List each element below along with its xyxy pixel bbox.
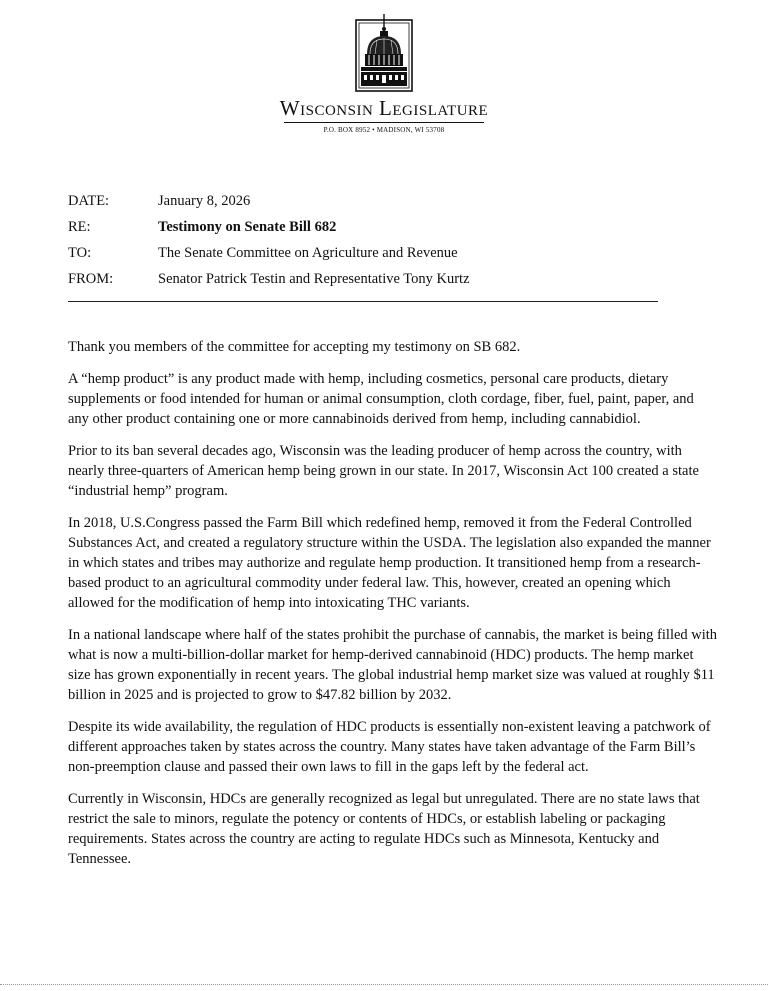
paragraph: In a national landscape where half of the states prohibit the purchase of cannabis, the market is being filled with what is now a multi-billion-dollar market for hemp-derived cannabinoid (HDC) products. The hemp market size has grown exponentially in recent years. The global industrial hemp market size was valued at roughly $11 billion in 2025 and is projected to grow to $47.82 billion by 2032. xyxy=(68,627,718,703)
letterhead xyxy=(0,14,768,134)
paragraph: Currently in Wisconsin, HDCs are generally recognized as legal but unregulated. There are no state laws that restrict the sale to minors, regulate the potency or contents of HDCs, or establish labeling or packaging requirements. States across the country are acting to regulate HDCs such as Minnesota, Kentucky and Tennessee. xyxy=(68,791,700,867)
from-label: FROM: xyxy=(68,270,114,287)
memo-row-re xyxy=(68,214,668,240)
to-label: TO: xyxy=(68,244,92,261)
testimony-body xyxy=(68,337,718,881)
paragraph: In 2018, U.S.Congress passed the Farm Bill which redefined hemp, removed it from the Federal Controlled Substances Act, and created a regulatory structure within the USDA. The legislation also expanded the manner in which states and tribes may authorize and regulate hemp production. It transitioned hemp from a research-based product to an agricultural commodity under federal law. This, however, created an opening which allowed for the modification of hemp into intoxicating THC variants. xyxy=(68,515,711,611)
memo-header xyxy=(68,188,668,292)
from-value: Senator Patrick Testin and Representative Tony Kurtz xyxy=(158,270,470,287)
date-value: January 8, 2026 xyxy=(158,192,251,209)
memo-row-from xyxy=(68,266,668,292)
paragraph: Thank you members of the committee for accepting my testimony on SB 682. xyxy=(68,339,521,355)
memo-divider xyxy=(68,301,658,302)
paragraph: A “hemp product” is any product made with hemp, including cosmetics, personal care products, dietary supplements or food intended for human or animal consumption, cloth cordage, fiber, fuel, paint, paper, and any other product containing one or more cannabinoids derived from hemp, including cannabidiol. xyxy=(68,371,694,427)
capitol-seal-icon xyxy=(355,14,413,92)
paragraph: Prior to its ban several decades ago, Wisconsin was the leading producer of hemp across the country, with nearly three-quarters of American hemp being grown in our state. In 2017, Wisconsin Act 100 created a state “industrial hemp” program. xyxy=(68,443,699,499)
memo-row-to xyxy=(68,240,668,266)
date-label: DATE: xyxy=(68,192,110,209)
to-value: The Senate Committee on Agriculture and Revenue xyxy=(158,244,458,261)
org-address: P.O. BOX 8952 • MADISON, WI 53708 xyxy=(323,126,445,134)
paragraph: Despite its wide availability, the regulation of HDC products is essentially non-existent leaving a patchwork of different approaches taken by states across the country. Many states have taken advantage of the Farm Bill’s non-preemption clause and passed their own laws to fill in the gaps left by the federal act. xyxy=(68,719,711,775)
org-name: Wisconsin Legislature xyxy=(279,96,489,120)
page-bottom-edge xyxy=(0,984,768,985)
re-value: Testimony on Senate Bill 682 xyxy=(158,218,337,235)
re-label: RE: xyxy=(68,218,91,235)
org-name-underline xyxy=(284,122,484,123)
memo-row-date xyxy=(68,188,668,214)
